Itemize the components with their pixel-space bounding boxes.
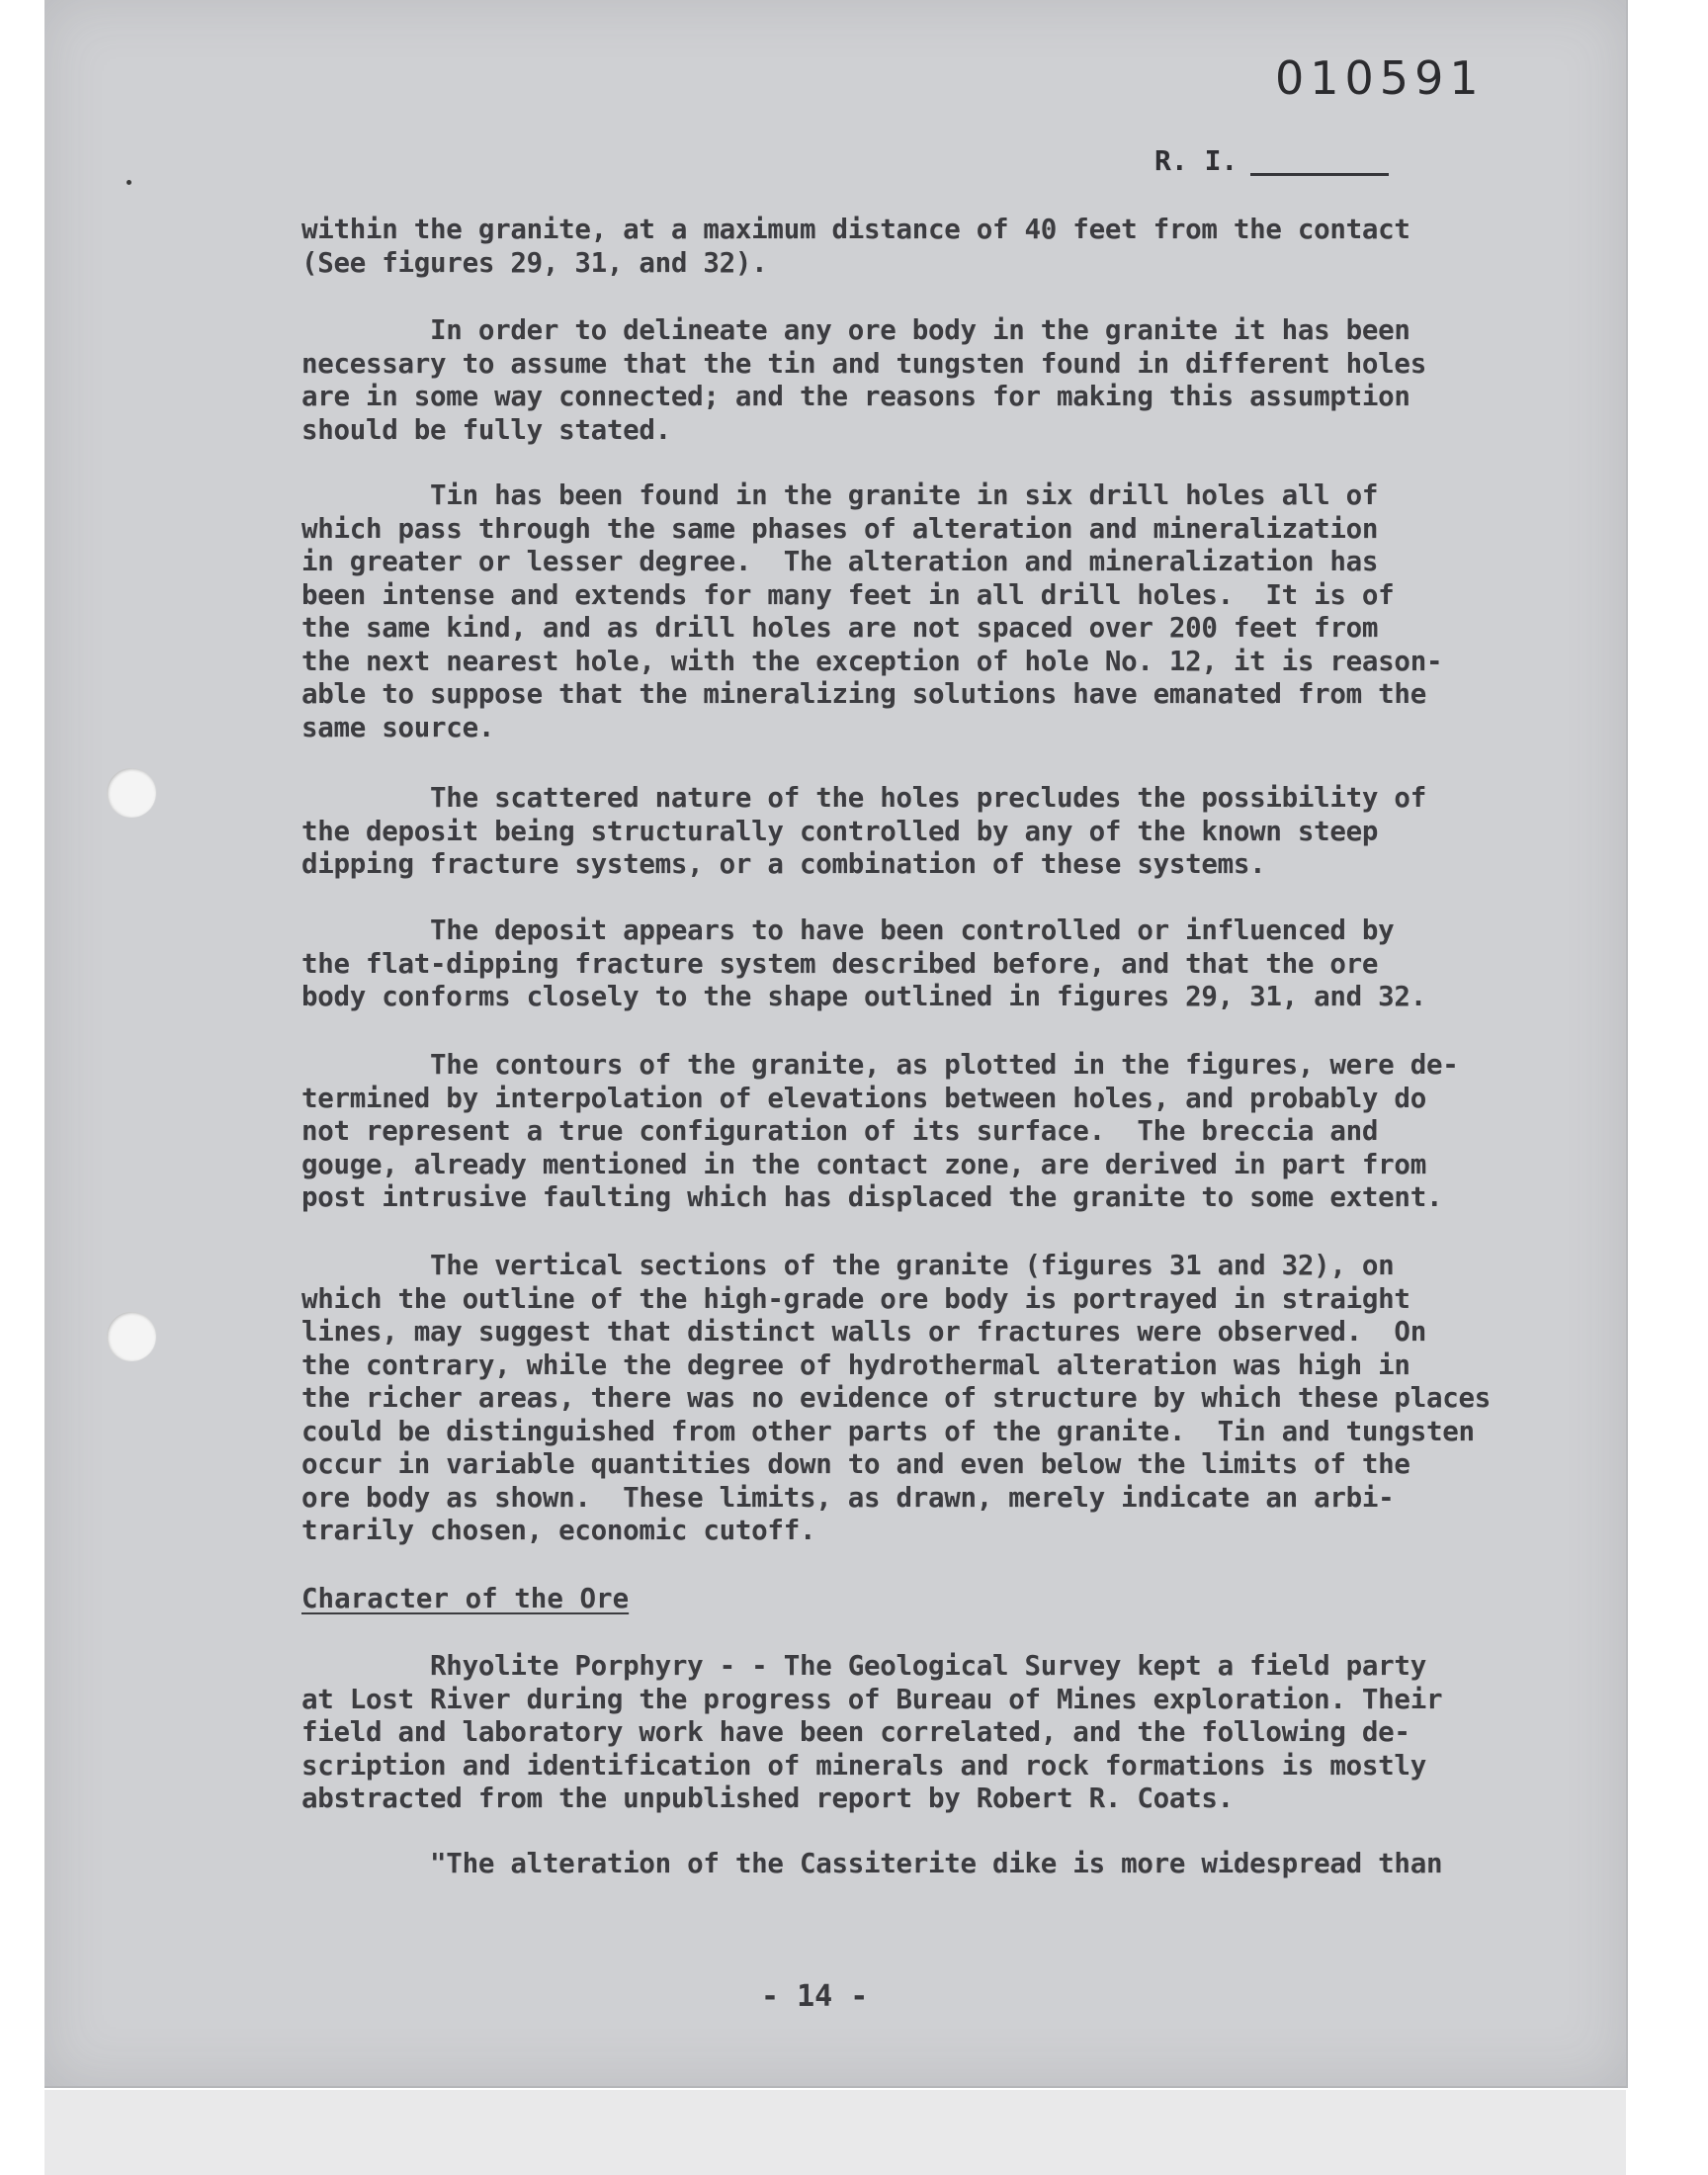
ri-label: R. I. (1154, 144, 1238, 177)
scan-speck (127, 180, 131, 185)
page-number: - 14 - (761, 1979, 869, 2014)
paragraph-3: Tin has been found in the granite in six drill holes all of which pass through the same phases of alteration and mineralization in greater or lesser degree. The alteration and mineralization has been intense and extends for many feet in all drill holes. It is of the same kind, and as drill holes are not spaced over 200 feet from the next nearest hole, with the exception of hole No. 12, it is reason- able to suppose that the mineralizing solutions have emanated from the same source. (301, 479, 1443, 743)
binder-hole-top (107, 768, 156, 818)
paragraph-6: The contours of the granite, as plotted in the figures, were de- termined by interpolation of elevations between holes, and probably do not represent a true configuration of its surface. The breccia and gouge, already mentioned in the contact zone, are derived in part from post intrusive faulting which has displaced the granite to some extent. (301, 1049, 1459, 1213)
section-paragraph-2: "The alteration of the Cassiterite dike is more widespread than (301, 1848, 1443, 1879)
ri-blank-line (1250, 173, 1389, 176)
scan-margin (44, 2090, 1626, 2175)
binder-hole-bottom (107, 1312, 156, 1361)
document-number: 010591 (1275, 51, 1485, 105)
paragraph-7: The vertical sections of the granite (figures 31 and 32), on which the outline of the high-grade ore body is portrayed in straight lines, may suggest that distinct walls or fractures were observed. On the contrary, while the degree of hydrothermal alteration was high in the richer areas, there was no evidence of structure by which these places could be distinguished from other parts of the granite. Tin and tungsten occur in variable quantities down to and even below the limits of the ore body as shown. These limits, as drawn, merely indicate an arbi- trarily chosen, economic cutoff. (301, 1250, 1491, 1546)
section-paragraph-1: Rhyolite Porphyry - - The Geological Survey kept a field party at Lost River during the progress of Bureau of Mines exploration. Their field and laboratory work have been correlated, and the following de- scription and identification of minerals and rock formations is mostly abstracted from the unpublished report by Robert R. Coats. (301, 1650, 1443, 1814)
paragraph-4: The scattered nature of the holes precludes the possibility of the deposit being structurally controlled by any of the known steep dipping fracture systems, or a combination of these systems. (301, 782, 1426, 880)
paragraph-1: within the granite, at a maximum distance of 40 feet from the contact (See figures 29, 31, and 32). (301, 214, 1410, 279)
paragraph-5: The deposit appears to have been controlled or influenced by the flat-dipping fracture system described before, and that the ore body conforms closely to the shape outlined in figures 29, 31, and 32. (301, 914, 1426, 1012)
paragraph-2: In order to delineate any ore body in the granite it has been necessary to assume that the tin and tungsten found in different holes are in some way connected; and the reasons for making this assumption should be fully stated. (301, 314, 1426, 446)
section-heading: Character of the Ore (301, 1583, 630, 1614)
